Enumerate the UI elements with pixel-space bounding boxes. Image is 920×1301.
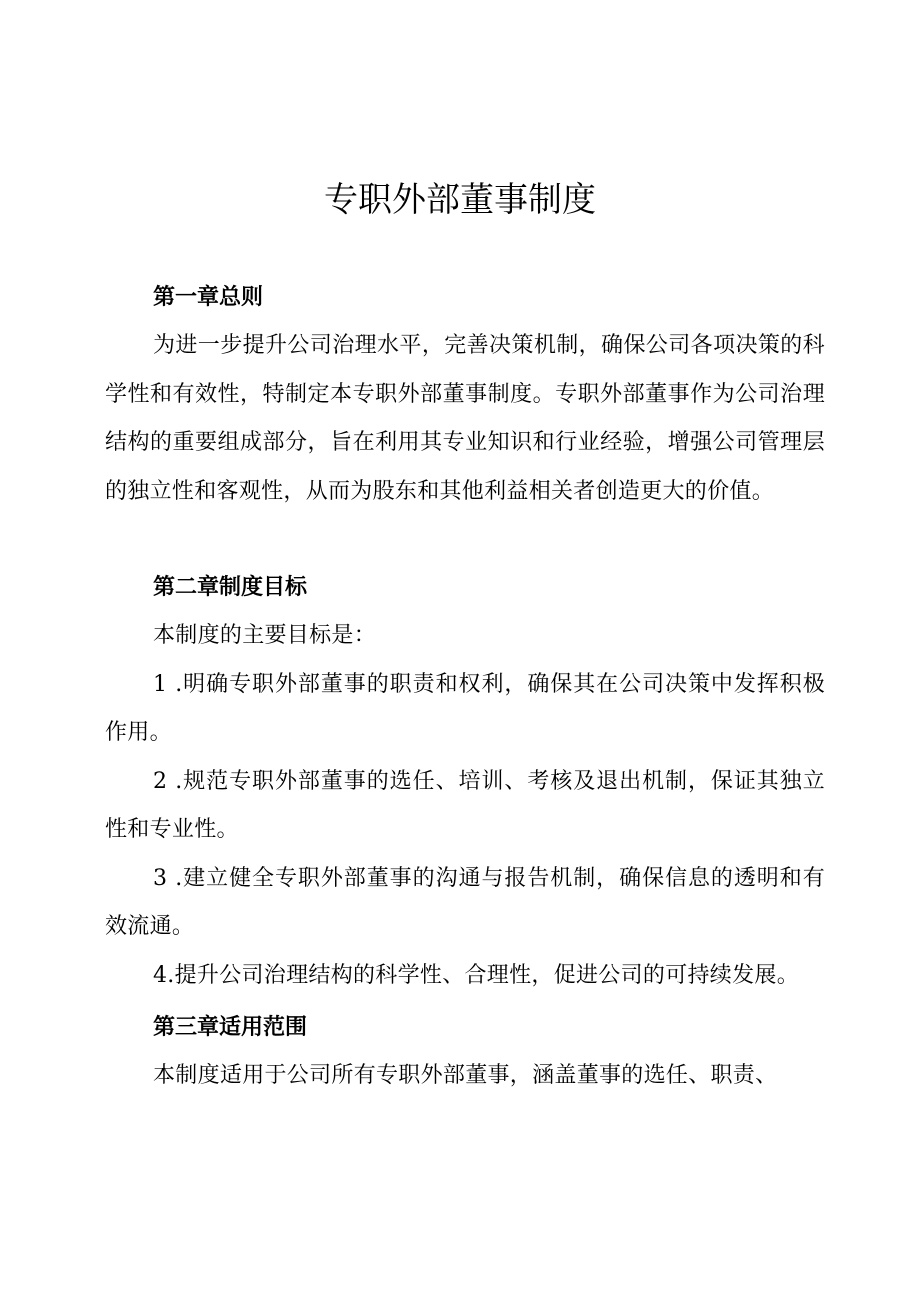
paragraph: 本制度的主要目标是： xyxy=(153,623,377,648)
chapter-1 xyxy=(105,274,825,516)
chapter-2 xyxy=(105,564,825,1000)
list-item: 2 .规范专职外部董事的选任、培训、考核及退出机制，保证其独立性和专业性。 xyxy=(105,768,825,842)
list-item: 1 .明确专职外部董事的职责和权利，确保其在公司决策中发挥积极作用。 xyxy=(105,671,825,745)
document-title: 专职外部董事制度 xyxy=(324,180,596,220)
document-body xyxy=(105,274,825,1101)
paragraph: 为进一步提升公司治理水平，完善决策机制，确保公司各项决策的科学性和有效性，特制定本专职外部董事制度。专职外部董事作为公司治理结构的重要组成部分，旨在利用其专业知识和行业经验，增强公司管理层的独立性和客观性，从而为股东和其他利益相关者创造更大的价值。 xyxy=(105,333,825,504)
list-item: 3 .建立健全专职外部董事的沟通与报告机制，确保信息的透明和有效流通。 xyxy=(105,865,825,939)
chapter-heading: 第三章适用范围 xyxy=(153,1015,308,1040)
chapter-heading: 第一章总则 xyxy=(153,285,264,310)
chapter-heading: 第二章制度目标 xyxy=(153,575,308,600)
paragraph: 本制度适用于公司所有专职外部董事，涵盖董事的选任、职责、 xyxy=(153,1063,778,1088)
list-item: 4.提升公司治理结构的科学性、合理性，促进公司的可持续发展。 xyxy=(153,962,799,988)
chapter-3 xyxy=(105,1004,825,1101)
section-spacer xyxy=(105,516,825,564)
